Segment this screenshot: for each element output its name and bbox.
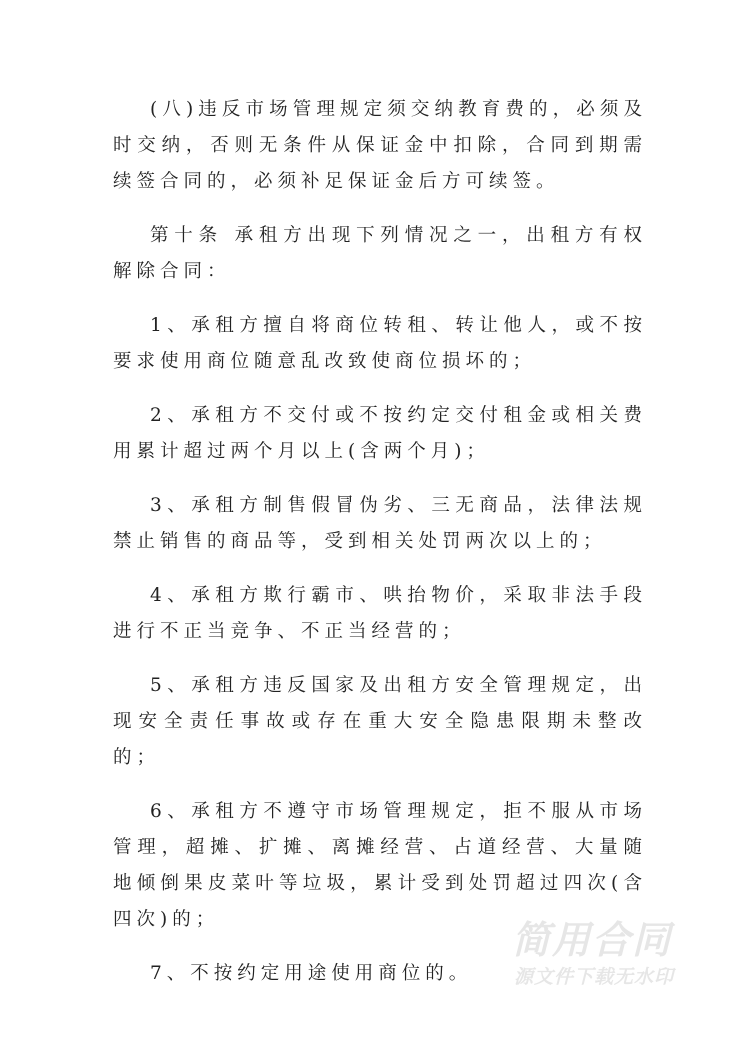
- paragraph-clause-8-education-fee: (八)违反市场管理规定须交纳教育费的，必须及时交纳，否则无条件从保证金中扣除，合同到期需续签合同的，必须补足保证金后方可续签。: [113, 99, 647, 192]
- article-10-heading: 第十条 承租方出现下列情况之一，出租方有权解除合同：: [113, 225, 647, 282]
- list-item-1: 1、承租方擅自将商位转租、转让他人，或不按要求使用商位随意乱改致使商位损坏的；: [113, 315, 647, 372]
- list-item-2: 2、承租方不交付或不按约定交付租金或相关费用累计超过两个月以上(含两个月)；: [113, 405, 647, 462]
- list-item-5: 5、承租方违反国家及出租方安全管理规定，出现安全责任事故或存在重大安全隐患限期未整改的；: [113, 675, 647, 768]
- watermark-title: 简用合同: [512, 918, 673, 962]
- watermark-subtitle: 源文件下载无水印: [514, 966, 675, 988]
- list-item-4: 4、承租方欺行霸市、哄抬物价，采取非法手段进行不正当竞争、不正当经营的；: [113, 585, 647, 642]
- list-item-6: 6、承租方不遵守市场管理规定，拒不服从市场管理，超摊、扩摊、离摊经营、占道经营、大量随地倾倒果皮菜叶等垃圾，累计受到处罚超过四次(含四次)的；: [113, 801, 647, 930]
- list-item-3: 3、承租方制售假冒伪劣、三无商品，法律法规禁止销售的商品等，受到相关处罚两次以上的；: [113, 495, 647, 552]
- document-page: [113, 92, 647, 1010]
- list-item-7: 7、不按约定用途使用商位的。: [150, 963, 473, 984]
- watermark: [512, 918, 712, 992]
